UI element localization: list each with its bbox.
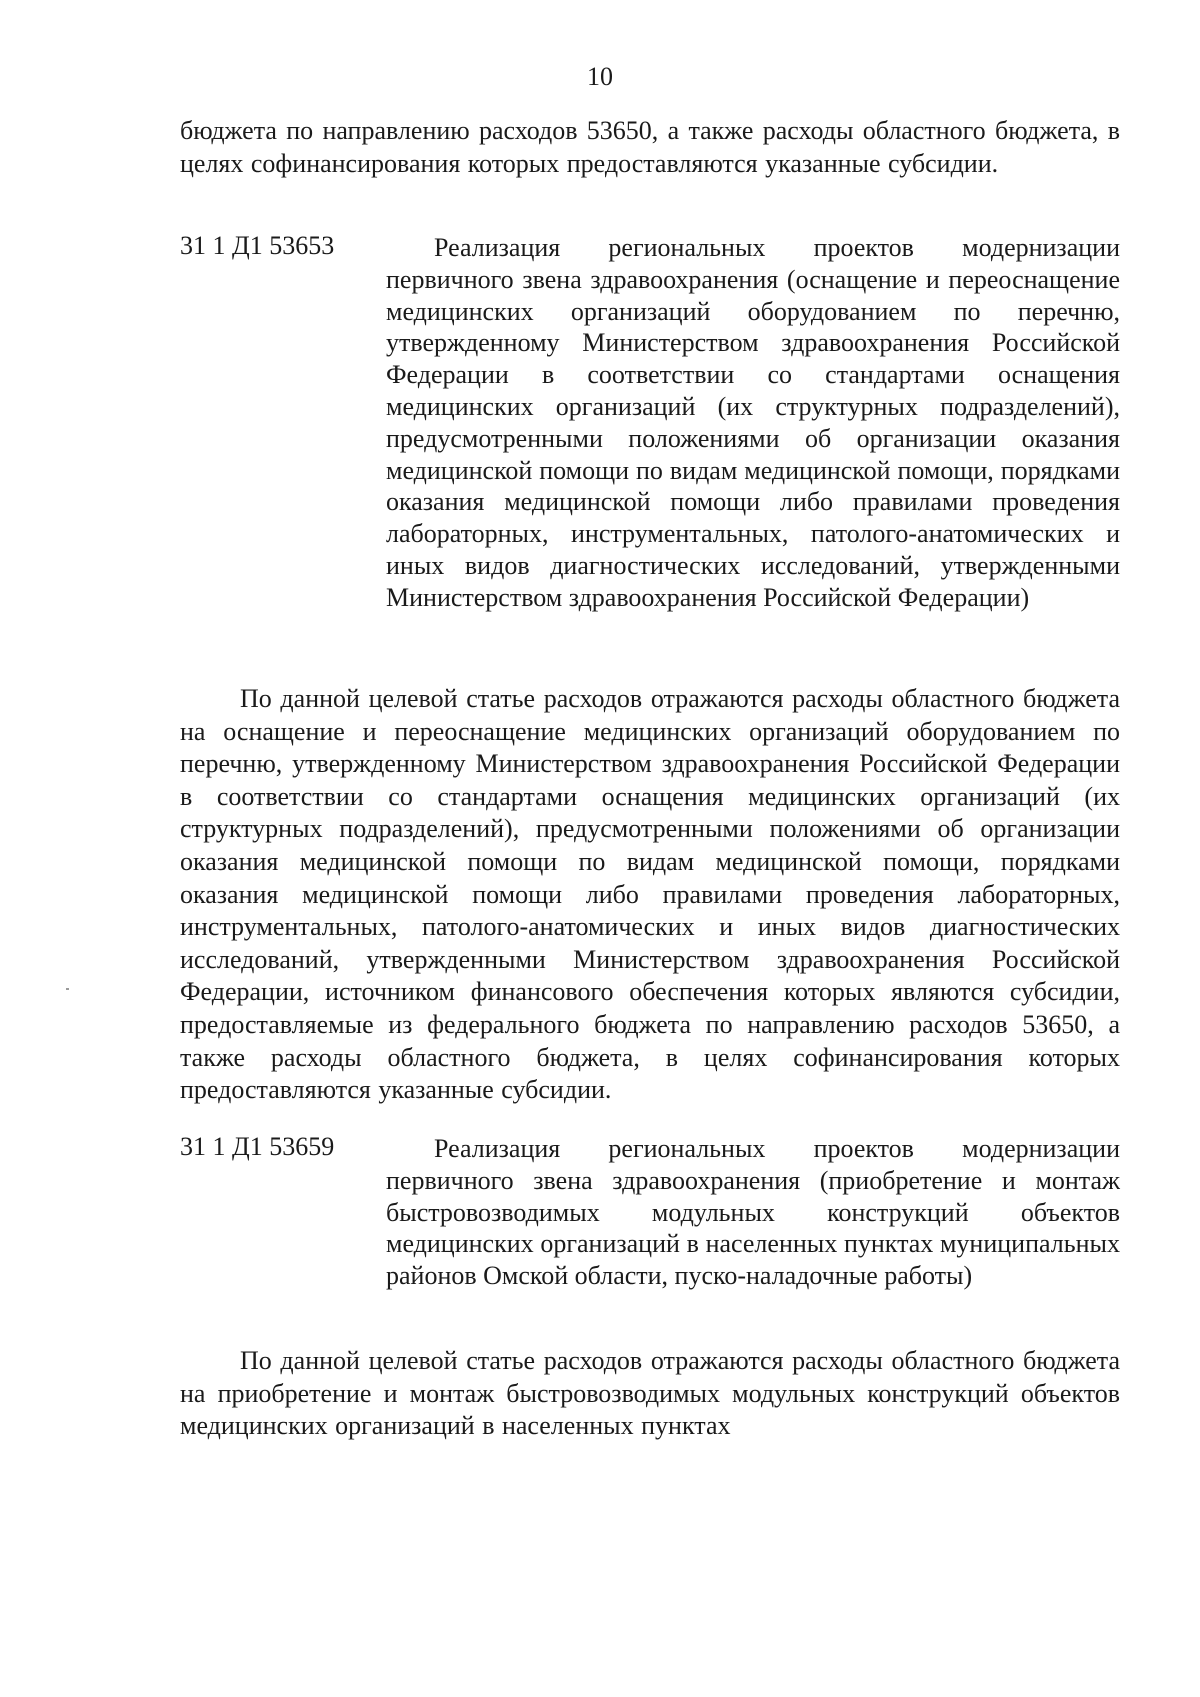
page-number: 10 bbox=[587, 62, 613, 91]
entry-title: Реализация региональных проектов модернизации первичного звена здравоохранения (приобретение и монтаж быстровозводимых модульных конструкций объектов медицинских организаций в населенных пунктах муниципальных районов Омской области, пуско-наладочные работы) bbox=[386, 1134, 1120, 1291]
entry-title: Реализация региональных проектов модернизации первичного звена здравоохранения (оснащение и переоснащение медицинских организаций оборудованием по перечню, утвержденному Министерством здравоохранения Российской Федерации в соответствии со стандартами оснащения медицинских организаций (их структурных подразделений), предусмотренными положениями об организации оказания медицинской помощи по видам медицинской помощи, порядками оказания медицинской помощи либо правилами проведения лабораторных, инструментальных, патолого-анатомических и иных видов диагностических исследований, утвержденными Министерством здравоохранения Российской Федерации) bbox=[386, 233, 1120, 612]
scan-speck bbox=[66, 988, 69, 990]
entry-description: По данной целевой статье расходов отражаются расходы областного бюджета на приобретение и монтаж быстровозводимых модульных конструкций объектов медицинских организаций в населенных пунктах bbox=[180, 1346, 1120, 1441]
entry-code: 31 1 Д1 53659 bbox=[180, 1132, 335, 1161]
entry-description: По данной целевой статье расходов отражаются расходы областного бюджета на оснащение и переоснащение медицинских организаций оборудованием по перечню, утвержденному Министерством здравоохранения Российской Федерации в соответствии со стандартами оснащения медицинских организаций (их структурных подразделений), предусмотренными положениями об организации оказания медицинской помощи по видам медицинской помощи, порядками оказания медицинской помощи либо правилами проведения лабораторных, инструментальных, патолого-анатомических и иных видов диагностических исследований, утвержденными Министерством здравоохранения Российской Федерации, источником финансового обеспечения которых являются субсидии, предоставляемые из федерального бюджета по направлению расходов 53650, а также расходы областного бюджета, в целях софинансирования которых предоставляются указанные субсидии. bbox=[180, 684, 1120, 1105]
continued-paragraph: бюджета по направлению расходов 53650, а также расходы областного бюджета, в целях софинансирования которых предоставляются указанные субсидии. bbox=[180, 116, 1120, 178]
entry-code: 31 1 Д1 53653 bbox=[180, 231, 335, 260]
